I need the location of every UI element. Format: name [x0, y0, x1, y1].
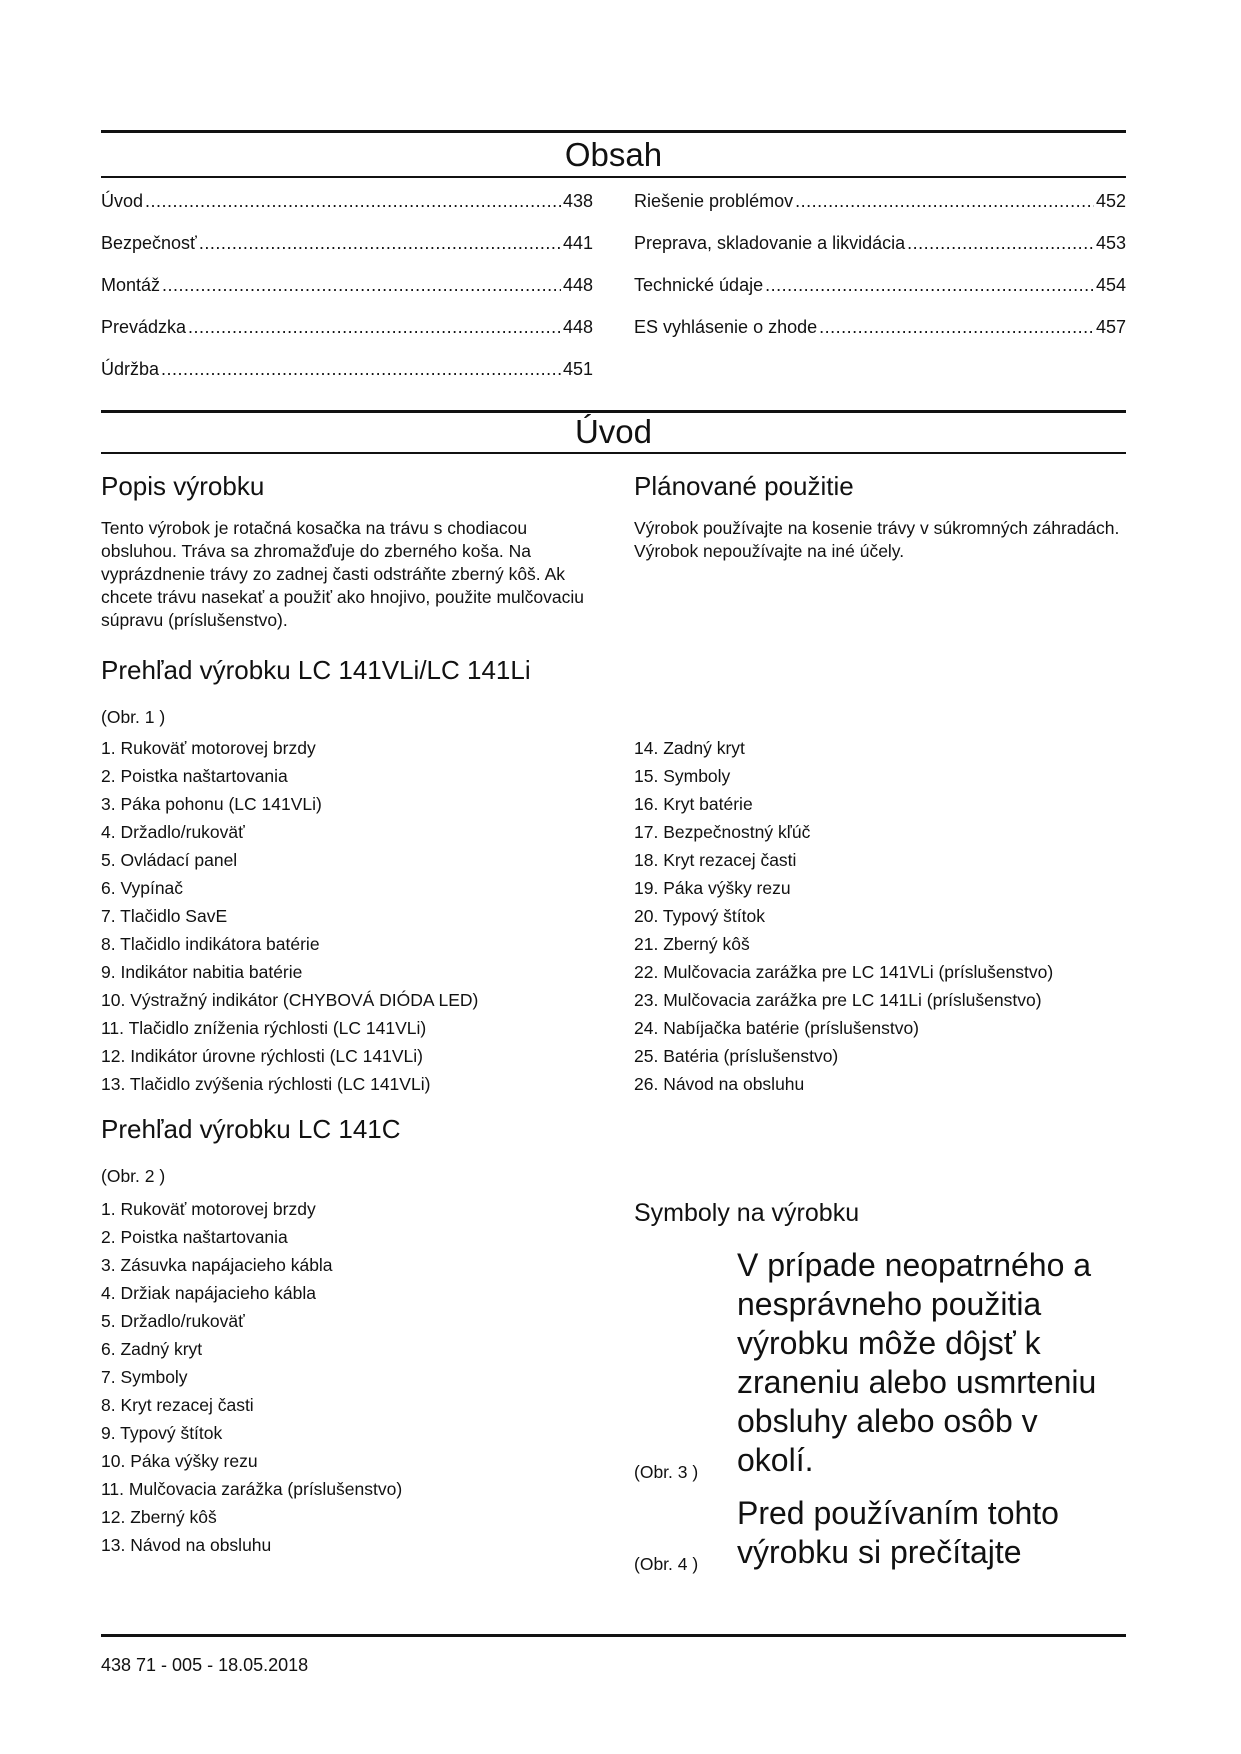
- overview-1-figure-ref: (Obr. 1 ): [101, 707, 166, 727]
- list-item: 7. Tlačidlo SavE: [101, 906, 228, 926]
- toc-entry-prevadzka[interactable]: [101, 316, 593, 358]
- list-item: 10. Páka výšky rezu: [101, 1451, 258, 1471]
- list-item: 14. Zadný kryt: [634, 738, 745, 758]
- list-item: 15. Symboly: [634, 766, 731, 786]
- list-item: 2. Poistka naštartovania: [101, 766, 288, 786]
- list-item: 3. Zásuvka napájacieho kábla: [101, 1255, 333, 1275]
- toc-entry-label: Úvod: [101, 191, 144, 211]
- toc-leader-dots: [145, 190, 561, 212]
- toc-entry-page: 451: [562, 359, 593, 379]
- toc-entry-es-vyhlasenie[interactable]: [634, 316, 1126, 358]
- toc-entry-label: Riešenie problémov: [634, 191, 794, 211]
- list-item: 17. Bezpečnostný kľúč: [634, 822, 811, 842]
- list-item: 16. Kryt batérie: [634, 794, 753, 814]
- list-item: 7. Symboly: [101, 1367, 188, 1387]
- toc-entry-preprava[interactable]: [634, 232, 1126, 274]
- list-item: 6. Vypínač: [101, 878, 184, 898]
- toc-leader-dots: [907, 232, 1094, 254]
- toc-entry-page: 438: [562, 191, 593, 211]
- toc-leader-dots: [161, 358, 561, 380]
- toc-entry-label: Preprava, skladovanie a likvidácia: [634, 233, 906, 253]
- toc-entry-page: 453: [1095, 233, 1126, 253]
- list-item: 4. Držadlo/rukoväť: [101, 822, 245, 842]
- list-item: 25. Batéria (príslušenstvo): [634, 1046, 839, 1066]
- list-item: 2. Poistka naštartovania: [101, 1227, 288, 1247]
- list-item: 10. Výstražný indikátor (CHYBOVÁ DIÓDA LED): [101, 990, 479, 1010]
- list-item: 5. Držadlo/rukoväť: [101, 1311, 245, 1331]
- toc-entry-technicke-udaje[interactable]: [634, 274, 1126, 316]
- list-item: 20. Typový štítok: [634, 906, 765, 926]
- toc-entry-page: 448: [562, 317, 593, 337]
- toc-entry-uvod[interactable]: [101, 190, 593, 232]
- list-item: 12. Zberný kôš: [101, 1507, 217, 1527]
- list-item: 4. Držiak napájacieho kábla: [101, 1283, 316, 1303]
- list-item: 26. Návod na obsluhu: [634, 1074, 805, 1094]
- intended-use-text: Výrobok používajte na kosenie trávy v súkromných záhradách. Výrobok nepoužívajte na iné účely.: [634, 518, 1120, 561]
- list-item: 3. Páka pohonu (LC 141VLi): [101, 794, 322, 814]
- list-item: 9. Indikátor nabitia batérie: [101, 962, 303, 982]
- list-item: 1. Rukoväť motorovej brzdy: [101, 738, 316, 758]
- product-description-heading: Popis výrobku: [101, 471, 265, 501]
- toc-entry-bezpecnost[interactable]: [101, 232, 593, 274]
- list-item: 11. Tlačidlo zníženia rýchlosti (LC 141VLi): [101, 1018, 427, 1038]
- overview-1-list-left: [101, 737, 478, 1101]
- toc-entry-label: Bezpečnosť: [101, 233, 197, 253]
- symbol-3-warning-text: V prípade neopatrného a nesprávneho použitia výrobku môže dôjsť k zraneniu alebo usmrteniu obsluhy alebo osôb v okolí.: [737, 1247, 1097, 1478]
- list-item: 9. Typový štítok: [101, 1423, 223, 1443]
- toc-entry-page: 454: [1095, 275, 1126, 295]
- intro-bottom-rule: [101, 452, 1126, 454]
- list-item: 22. Mulčovacia zarážka pre LC 141VLi (príslušenstvo): [634, 962, 1054, 982]
- overview-1-list-right: [634, 737, 1053, 1101]
- list-item: 8. Kryt rezacej časti: [101, 1395, 254, 1415]
- toc-entry-riesenie-problemov[interactable]: [634, 190, 1126, 232]
- toc-bottom-rule: [101, 176, 1126, 178]
- product-description-text: Tento výrobok je rotačná kosačka na trávu s chodiacou obsluhou. Tráva sa zhromažďuje do zberného koša. Na vyprázdnenie trávy zo zadnej časti odstráňte zberný kôš. Ak chcete trávu nasekať a použiť ako hnojivo, použite mulčovaciu súpravu (príslušenstvo).: [101, 518, 584, 630]
- toc-entry-label: Montáž: [101, 275, 161, 295]
- symbols-heading: Symboly na výrobku: [634, 1199, 860, 1227]
- list-item: 23. Mulčovacia zarážka pre LC 141Li (príslušenstvo): [634, 990, 1042, 1010]
- toc-entry-label: Technické údaje: [634, 275, 764, 295]
- overview-2-heading: Prehľad výrobku LC 141C: [101, 1114, 401, 1144]
- toc-entry-page: 457: [1095, 317, 1126, 337]
- toc-right-column: [634, 190, 1126, 358]
- footer-rule: [101, 1634, 1126, 1637]
- toc-leader-dots: [162, 274, 561, 296]
- list-item: 8. Tlačidlo indikátora batérie: [101, 934, 320, 954]
- list-item: 12. Indikátor úrovne rýchlosti (LC 141VLi): [101, 1046, 423, 1066]
- toc-entry-page: 441: [562, 233, 593, 253]
- toc-leader-dots: [819, 316, 1094, 338]
- list-item: 11. Mulčovacia zarážka (príslušenstvo): [101, 1479, 403, 1499]
- overview-2-list: [101, 1198, 402, 1562]
- toc-entry-label: Údržba: [101, 359, 160, 379]
- list-item: 6. Zadný kryt: [101, 1339, 203, 1359]
- toc-entry-label: ES vyhlásenie o zhode: [634, 317, 818, 337]
- toc-leader-dots: [199, 232, 561, 254]
- toc-left-column: [101, 190, 593, 400]
- symbol-3-figure-ref: (Obr. 3 ): [634, 1462, 699, 1482]
- list-item: 1. Rukoväť motorovej brzdy: [101, 1199, 316, 1219]
- toc-entry-page: 452: [1095, 191, 1126, 211]
- toc-title: Obsah: [564, 136, 663, 173]
- overview-2-figure-ref: (Obr. 2 ): [101, 1166, 166, 1186]
- toc-leader-dots: [765, 274, 1094, 296]
- list-item: 19. Páka výšky rezu: [634, 878, 791, 898]
- list-item: 24. Nabíjačka batérie (príslušenstvo): [634, 1018, 919, 1038]
- list-item: 13. Návod na obsluhu: [101, 1535, 272, 1555]
- symbol-4-warning-text: Pred používaním tohto výrobku si prečítajte: [737, 1495, 1059, 1570]
- toc-leader-dots: [795, 190, 1094, 212]
- list-item: 13. Tlačidlo zvýšenia rýchlosti (LC 141VLi): [101, 1074, 431, 1094]
- list-item: 18. Kryt rezacej časti: [634, 850, 797, 870]
- list-item: 5. Ovládací panel: [101, 850, 238, 870]
- overview-1-heading: Prehľad výrobku LC 141VLi/LC 141Li: [101, 655, 531, 685]
- intended-use-heading: Plánované použitie: [634, 471, 854, 501]
- toc-entry-page: 448: [562, 275, 593, 295]
- toc-entry-udrzba[interactable]: [101, 358, 593, 400]
- intro-title: Úvod: [574, 413, 653, 450]
- footer-doc-number: 438 71 - 005 - 18.05.2018: [101, 1655, 309, 1675]
- toc-entry-label: Prevádzka: [101, 317, 187, 337]
- symbol-4-figure-ref: (Obr. 4 ): [634, 1554, 699, 1574]
- toc-leader-dots: [188, 316, 561, 338]
- list-item: 21. Zberný kôš: [634, 934, 750, 954]
- toc-entry-montaz[interactable]: [101, 274, 593, 316]
- toc-top-rule: [101, 130, 1126, 133]
